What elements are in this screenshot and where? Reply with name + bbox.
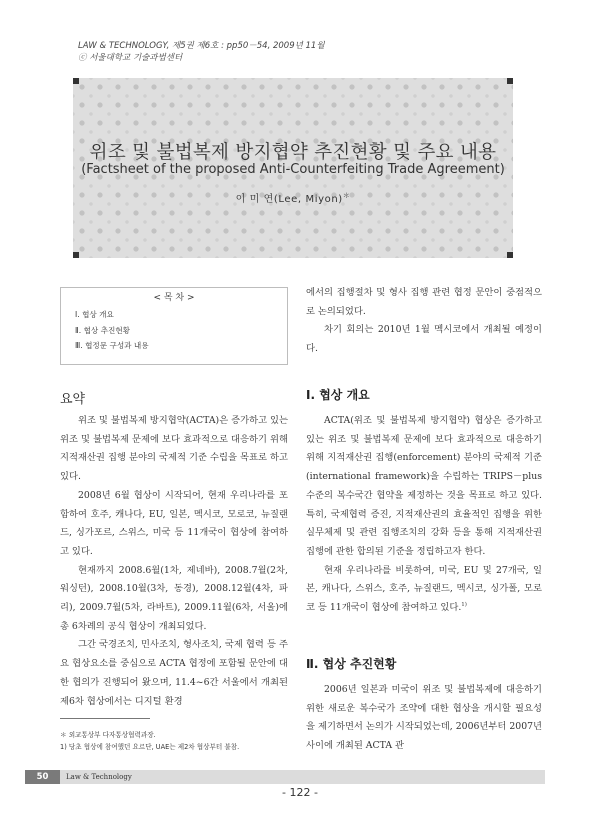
journal-citation: LAW & TECHNOLOGY, 제5권 제6호 : pp50－54, 2009년 11월 <box>78 41 325 51</box>
toc-item-1: Ⅰ. 협상 개요 <box>75 310 114 319</box>
footer-page-label: 50 <box>25 770 60 784</box>
abstract-paragraph-4: 그간 국경조치, 민사조치, 형사조치, 국제 협력 등 주요 협상요소를 중심으로 ACTA 협정에 포함될 문안에 대한 협의가 진행되어 왔으며, 11.4~6간 서울에서 개최된 제6차 협상에서는 디지털 환경 <box>60 639 288 707</box>
next-meeting-paragraph: 차기 회의는 2010년 1월 멕시코에서 개최될 예정이다. <box>306 324 542 355</box>
banner-corner-top-left <box>73 78 79 84</box>
footnote-ref-1: 1) <box>461 601 467 608</box>
abstract-continuation: 에서의 집행절차 및 형사 집행 관련 협정 문안이 중점적으로 논의되었다. <box>306 287 542 317</box>
section-2-body <box>306 681 542 756</box>
abstract-paragraph-2: 2008년 6월 협상이 시작되어, 현재 우리나라를 포함하여 호주, 캐나다, EU, 일본, 멕시코, 모로코, 뉴질랜드, 싱가포르, 스위스, 미국 등 11개국이 협상에 참여하고 있다. <box>60 489 288 557</box>
abstract-paragraph-3: 현재까지 2008.6월(1차, 제네바), 2008.7월(2차, 워싱턴), 2008.10월(3차, 동경), 2008.12월(4차, 파리), 2009.7월(5차, 라바트), 2009.11월(6차, 서울)에 총 6차례의 공식 협상이 개최되었다. <box>60 564 288 632</box>
toc-title: < 목 차 > <box>153 293 195 303</box>
title-korean: 위조 및 불법복제 방지협약 추진현황 및 주요 내용 <box>89 142 497 163</box>
title-english: (Factsheet of the proposed Anti-Counterfeiting Trade Agreement) <box>81 162 505 177</box>
author-name: 이 미 연(Lee, Miyon) <box>235 194 343 205</box>
page-number: - 122 - <box>282 786 318 799</box>
toc-item-2: Ⅱ. 협상 추진현황 <box>75 326 130 335</box>
section-1-body <box>306 412 542 618</box>
section-1-heading: Ⅰ. 협상 개요 <box>306 388 370 402</box>
section-2-heading: Ⅱ. 협상 추진현황 <box>306 657 397 671</box>
author-line <box>73 190 513 205</box>
abstract-paragraph-1: 위조 및 불법복제 방지협약(ACTA)은 증가하고 있는 위조 및 불법복제 문제에 보다 효과적으로 대응하기 위해 지적재산권 집행 분야의 국제적 기준 수립을 목표로 하고 있다. <box>60 415 288 483</box>
banner-corner-top-right <box>507 78 513 84</box>
abstract-heading: 요약 <box>60 392 86 407</box>
copyright-line: ⓒ 서울대학교 기술과법센터 <box>78 53 183 63</box>
section-2-paragraph-1: 2006년 일본과 미국이 위조 및 불법복제에 대응하기 위한 새로운 복수국가 조약에 대한 협상을 개시할 필요성을 제기하면서 논의가 시작되었는데, 2006년부터 2007년 사이에 개최된 ACTA 관 <box>306 684 542 752</box>
footnote-2: 1) 당초 협상에 참여했던 요르단, UAE는 제2차 협상부터 불참. <box>60 743 240 751</box>
footer-journal-name: Law & Technology <box>66 773 132 781</box>
abstract-body <box>60 412 288 711</box>
section-1-paragraph-2: 현재 우리나라를 비롯하여, 미국, EU 및 27개국, 일본, 캐나다, 스위스, 호주, 뉴질랜드, 멕시코, 싱가폴, 모로코 등 11개국이 협상에 참여하고 있다.$^{1)}$ <box>306 564 542 614</box>
toc-item-3: Ⅲ. 협정문 구성과 내용 <box>75 341 149 350</box>
author-footnote-mark: ＊ <box>342 191 351 200</box>
banner-corner-bottom-right <box>507 252 513 258</box>
right-column-intro <box>306 284 542 359</box>
footnote-1: ＊ 외교통상부 다자통상협력과장. <box>60 731 156 739</box>
section-1-paragraph-1: ACTA(위조 및 불법복제 방지협약) 협상은 증가하고 있는 위조 및 불법복제 문제에 보다 효과적으로 대응하기 위해 지적재산권 집행(enforcement) 분야의 국제적 기준(international framework)을 수립하는 TRIPS－plus 수준의 복수국간 협약을 제정하는 것을 목표로 하고 있다. 특히, 국제협력 증진, 지적재산권의 효율적인 집행을 위한 실무체제 및 관련 집행조치의 강화 등을 통해 지적재산권 집행에 관한 합의된 기준을 정립하고자 한다. <box>306 415 542 557</box>
banner-corner-bottom-left <box>73 252 79 258</box>
footnote-rule <box>60 718 150 719</box>
